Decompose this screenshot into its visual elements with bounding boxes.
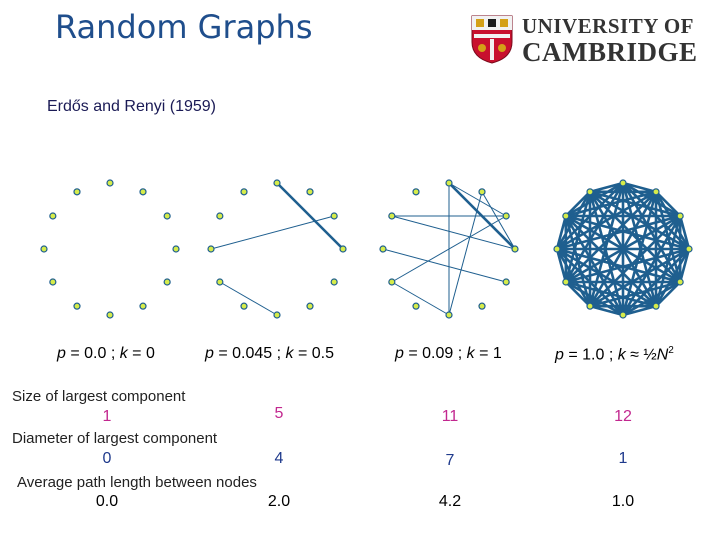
graph-4-node — [620, 180, 626, 186]
graph-3-node — [389, 279, 395, 285]
graph-1-node — [41, 246, 47, 252]
graph-4-node — [653, 303, 659, 309]
path-value-4: 1.0 — [611, 493, 635, 510]
graph-4 — [554, 180, 692, 318]
graph-4-node — [620, 312, 626, 318]
graph-1-node — [107, 180, 113, 186]
graph-3-node — [446, 180, 452, 186]
graph-3-node — [380, 246, 386, 252]
path-value-1: 0.0 — [95, 493, 119, 510]
path-value-3: 4.2 — [438, 493, 462, 510]
path-value-2: 2.0 — [267, 493, 291, 510]
graph-2-node — [217, 213, 223, 219]
path-length-label: Average path length between nodes — [17, 474, 257, 491]
logo-text-line2: CAMBRIDGE — [522, 37, 698, 67]
graph-2-node — [340, 246, 346, 252]
diameter-value-3: 7 — [445, 452, 455, 469]
graph-1-node — [74, 189, 80, 195]
graph-1-node — [164, 279, 170, 285]
graph-2-node — [307, 303, 313, 309]
graph-3-node — [389, 213, 395, 219]
graph-3-node — [503, 213, 509, 219]
graph-1 — [41, 180, 179, 318]
size-value-4: 12 — [614, 408, 632, 425]
slide-title: Random Graphs — [55, 8, 313, 46]
graph-4-node — [554, 246, 560, 252]
graph-1-node — [74, 303, 80, 309]
graph-4-node — [587, 189, 593, 195]
graph-3-node — [503, 279, 509, 285]
graph-3 — [380, 180, 518, 318]
graph-3-node — [512, 246, 518, 252]
graph-label-2: p = 0.045 ; k = 0.5 — [205, 345, 334, 362]
graph-3-edge — [383, 249, 506, 282]
diameter-value-2: 4 — [274, 450, 284, 467]
graph-3-edge — [392, 216, 515, 249]
graph-2-node — [208, 246, 214, 252]
size-value-2: 5 — [274, 405, 284, 422]
graph-1-node — [50, 213, 56, 219]
graph-2-node — [274, 180, 280, 186]
graph-4-node — [653, 189, 659, 195]
graph-label-3: p = 0.09 ; k = 1 — [395, 345, 502, 362]
logo-text-line1: UNIVERSITY OF — [522, 14, 694, 38]
graph-4-node — [677, 213, 683, 219]
graph-1-node — [140, 303, 146, 309]
graph-4-node — [563, 279, 569, 285]
graph-4-node — [686, 246, 692, 252]
graph-1-node — [173, 246, 179, 252]
size-label: Size of largest component — [12, 388, 186, 405]
graph-3-node — [446, 312, 452, 318]
graph-3-node — [413, 189, 419, 195]
diameter-label: Diameter of largest component — [12, 430, 218, 447]
graph-label-1: p = 0.0 ; k = 0 — [57, 345, 155, 362]
graph-2-node — [307, 189, 313, 195]
graph-2 — [208, 180, 346, 318]
subtitle: Erdős and Renyi (1959) — [47, 98, 216, 115]
graph-4-node — [587, 303, 593, 309]
size-value-1: 1 — [102, 408, 112, 425]
graph-3-edge — [392, 282, 449, 315]
graph-2-edge — [211, 216, 334, 249]
diameter-value-1: 0 — [102, 450, 112, 467]
graph-3-node — [479, 303, 485, 309]
graph-4-node — [563, 213, 569, 219]
graph-2-node — [217, 279, 223, 285]
graph-2-node — [241, 189, 247, 195]
graph-1-node — [50, 279, 56, 285]
graph-3-node — [413, 303, 419, 309]
graph-2-node — [331, 213, 337, 219]
graph-1-node — [164, 213, 170, 219]
graph-label-4: p = 1.0 ; $k \approx \frac{1}{2}N^2$ — [555, 345, 674, 364]
graph-2-edge — [220, 282, 277, 315]
graph-3-node — [479, 189, 485, 195]
graph-2-node — [274, 312, 280, 318]
graph-3-edge — [449, 192, 482, 315]
graph-4-node — [677, 279, 683, 285]
graph-1-node — [140, 189, 146, 195]
diameter-value-4: 1 — [618, 450, 628, 467]
size-value-3: 11 — [441, 408, 459, 425]
graph-2-node — [241, 303, 247, 309]
graph-2-node — [331, 279, 337, 285]
graph-1-node — [107, 312, 113, 318]
